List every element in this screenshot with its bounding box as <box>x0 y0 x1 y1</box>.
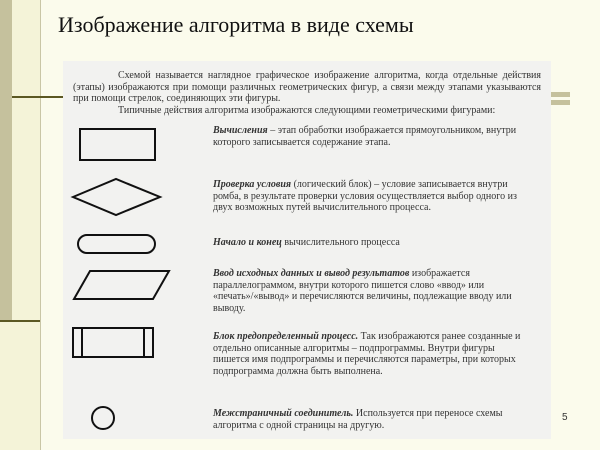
connector-circle-shape-icon <box>92 407 114 429</box>
parallelogram-shape-icon <box>74 271 169 299</box>
slide-title: Изображение алгоритма в виде схемы <box>58 12 414 37</box>
left-accent-bar <box>0 0 12 322</box>
left-accent-line <box>12 96 64 98</box>
intro-paragraph-2: Типичные действия алгоритма изображаются следующими геометрическими фигурами: <box>118 104 496 116</box>
block-text: Используется при переносе схемы алгоритма с одной страницы на другую. <box>213 408 503 431</box>
rectangle-shape-icon <box>80 129 155 160</box>
rhombus-shape-icon <box>73 179 160 215</box>
block-term: Ввод исходных данных и вывод результатов <box>213 268 410 279</box>
block-term: Блок предопределенный процесс. <box>213 331 359 342</box>
block-description-computation <box>213 125 528 148</box>
block-text: Так изображаются ранее созданные и отдельно описанные алгоритмы – подпрограммы. Внутри фигуры пишется имя подпрограммы и перечисляются параметры, при которых подпрограмма должна быть выполнена. <box>213 331 521 377</box>
predefined-process-shape-icon <box>73 328 153 357</box>
intro-paragraph-1: Схемой называется наглядное графическое изображение алгоритма, когда отдельные действия (этапы) изображаются при помощи различных геометрических фигур, а связи между этапами указываются при помощи стрелок, соединяющих эти фигуры. <box>73 70 541 104</box>
block-term: Начало и конец <box>213 237 282 248</box>
block-term: Вычисления <box>213 125 268 136</box>
left-decor-rule <box>40 0 41 450</box>
page-number: 5 <box>562 412 568 423</box>
block-term: Межстраничный соединитель. <box>213 408 354 419</box>
block-description-condition <box>213 179 528 214</box>
block-text: вычислительного процесса <box>281 237 400 248</box>
block-text: (логический блок) – условие записывается внутри ромба, в результате проверки условия осуществляется выбор одного из двух возможных путей вычислительного процесса. <box>213 179 517 213</box>
terminator-shape-icon <box>78 235 155 253</box>
scanned-document <box>63 61 551 439</box>
left-accent-bottom-line <box>0 320 40 322</box>
block-text: изображается параллелограммом, внутри которого пишется слово «ввод» или «печать»/«вывод» и перечисляются величины, подлежащие вводу или выводу. <box>213 268 512 314</box>
block-description-connector <box>213 408 528 431</box>
block-description-predefined-process <box>213 331 528 377</box>
block-term: Проверка условия <box>213 179 292 190</box>
flowchart-shapes <box>63 61 213 439</box>
block-description-start-end <box>213 237 528 249</box>
block-description-input-output <box>213 268 528 314</box>
block-text: – этап обработки изображается прямоугольником, внутри которого записывается содержание этапа. <box>213 125 517 148</box>
